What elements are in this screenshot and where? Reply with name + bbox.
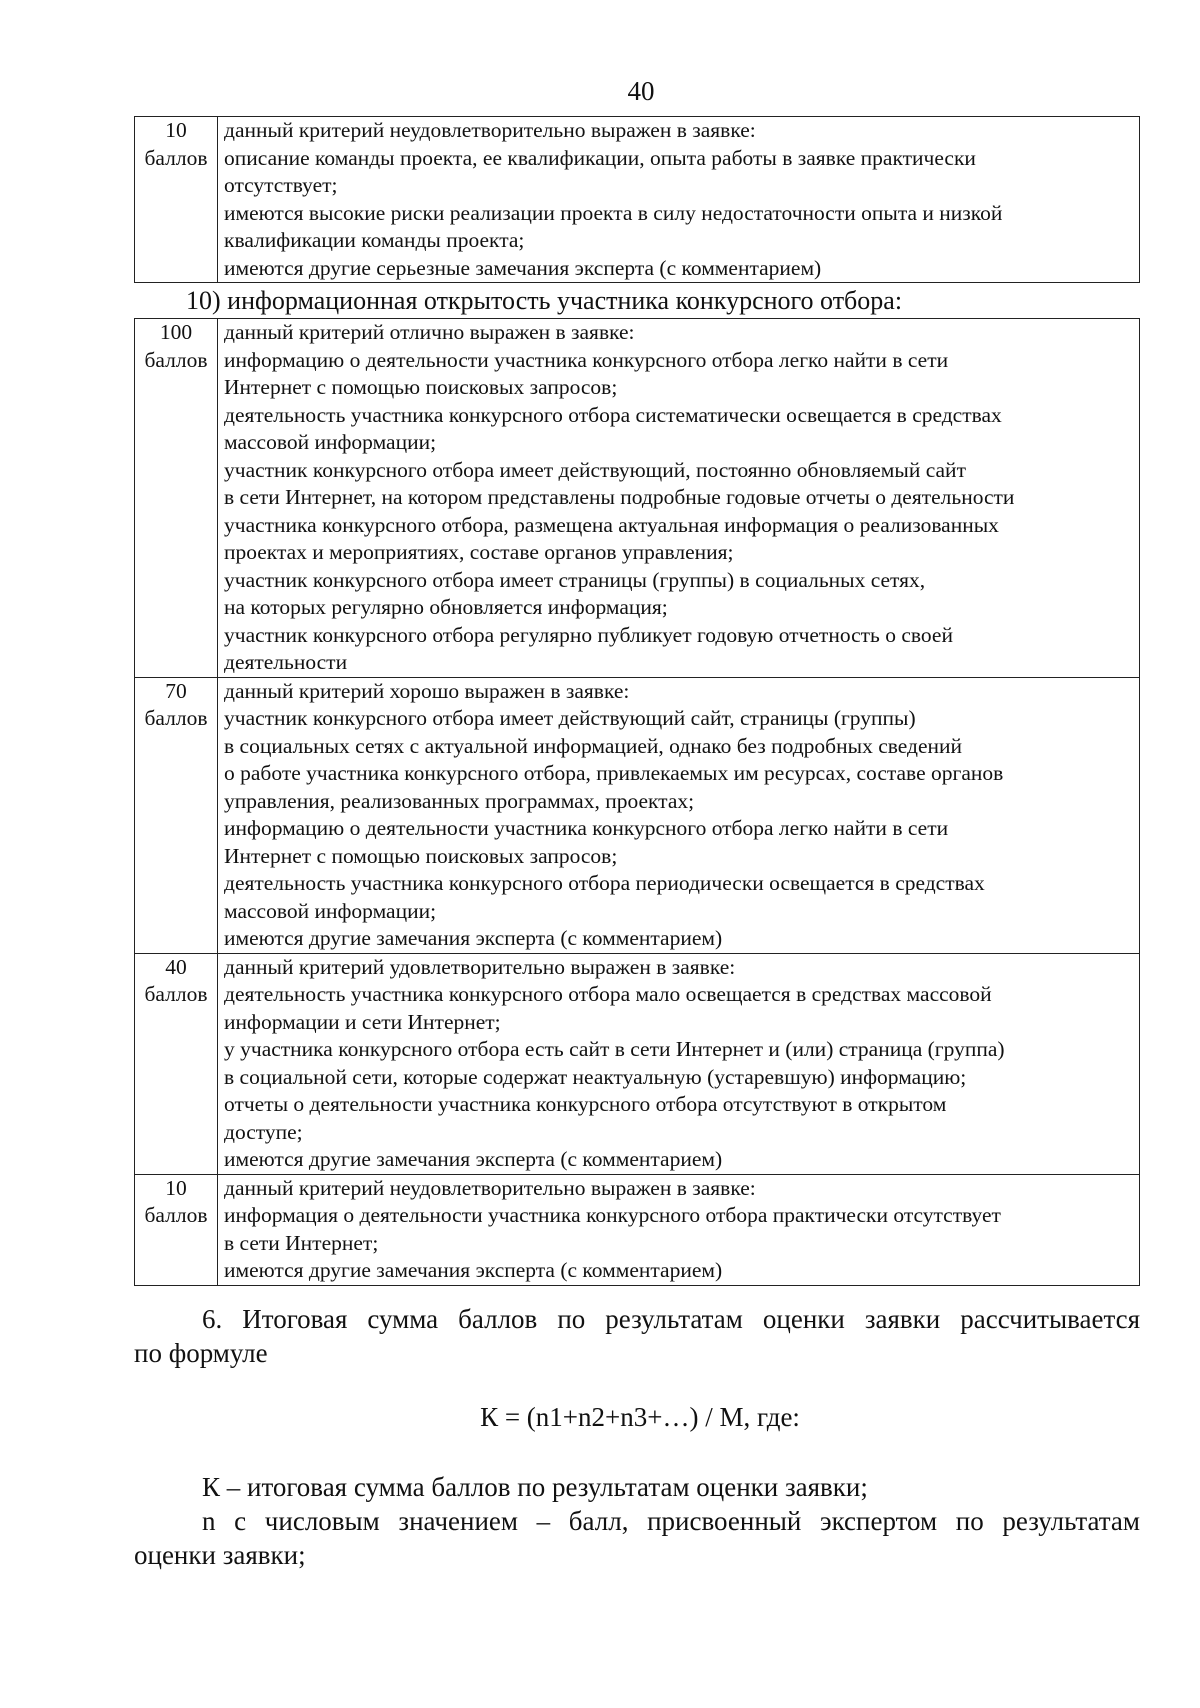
score-unit: баллов bbox=[144, 347, 208, 372]
paragraph-6 bbox=[134, 1302, 1140, 1370]
formula: К = (n1+n2+n3+…) / М, где: bbox=[480, 1402, 800, 1432]
table-row bbox=[135, 677, 1140, 953]
paragraph-6-line: по формуле bbox=[134, 1338, 268, 1368]
description-line: деятельность участника конкурсного отбора периодически освещается в средствах bbox=[224, 871, 985, 895]
score-value: 100 bbox=[159, 320, 193, 344]
score-value: 10 bbox=[165, 1175, 187, 1200]
description-line: имеются другие серьезные замечания эксперта (с комментарием) bbox=[224, 255, 822, 280]
description-line: имеются другие замечания эксперта (с комментарием) bbox=[224, 1147, 723, 1171]
description-line: данный критерий отлично выражен в заявке: bbox=[224, 320, 635, 344]
description-line: о работе участника конкурсного отбора, привлекаемых им ресурсах, составе органов bbox=[224, 761, 1004, 785]
description-line: имеются другие замечания эксперта (с комментарием) bbox=[224, 926, 723, 950]
description-line: у участника конкурсного отбора есть сайт в сети Интернет и (или) страница (группа) bbox=[224, 1037, 1005, 1061]
description-line: квалификации команды проекта; bbox=[224, 228, 525, 252]
description-line: проектах и мероприятиях, составе органов управления; bbox=[224, 540, 734, 564]
description-line: в социальных сетях с актуальной информацией, однако без подробных сведений bbox=[224, 733, 963, 758]
definition-n: n с числовым значением – балл, присвоенный экспертом по результатам bbox=[202, 1506, 1140, 1536]
criteria-table-continued bbox=[134, 116, 1140, 283]
description-line: информация о деятельности участника конкурсного отбора практически отсутствует bbox=[224, 1203, 1001, 1227]
description-line: деятельности bbox=[224, 650, 348, 674]
description-line: управления, реализованных программах, проектах; bbox=[224, 788, 695, 813]
description-line: участник конкурсного отбора регулярно публикует годовую отчетность о своей bbox=[224, 622, 953, 647]
description-line: отсутствует; bbox=[224, 173, 338, 197]
description-line: отчеты о деятельности участника конкурсного отбора отсутствуют в открытом bbox=[224, 1092, 947, 1116]
description-line: информацию о деятельности участника конкурсного отбора легко найти в сети bbox=[224, 347, 949, 372]
score-cell bbox=[135, 1174, 218, 1285]
description-line: описание команды проекта, ее квалификации, опыта работы в заявке практически bbox=[224, 145, 976, 170]
description-line: в сети Интернет; bbox=[224, 1230, 379, 1255]
description-line: Интернет с помощью поисковых запросов; bbox=[224, 375, 618, 399]
description-line: массовой информации; bbox=[224, 898, 437, 923]
score-value: 70 bbox=[165, 678, 187, 703]
description-line: данный критерий хорошо выражен в заявке: bbox=[224, 678, 630, 703]
table-row bbox=[135, 117, 1140, 283]
score-unit: баллов bbox=[144, 145, 208, 170]
score-unit: баллов bbox=[144, 1203, 208, 1227]
table-row bbox=[135, 319, 1140, 678]
criteria-table-info-openness bbox=[134, 318, 1140, 1286]
definition-n-continued: оценки заявки; bbox=[134, 1540, 306, 1570]
criterion-description bbox=[218, 319, 1140, 678]
criterion-description bbox=[218, 1174, 1140, 1285]
description-line: на которых регулярно обновляется информация; bbox=[224, 595, 668, 619]
description-line: данный критерий неудовлетворительно выражен в заявке: bbox=[224, 118, 756, 142]
score-cell bbox=[135, 117, 218, 283]
description-line: доступе; bbox=[224, 1119, 303, 1144]
description-line: участника конкурсного отбора, размещена актуальная информация о реализованных bbox=[224, 512, 999, 537]
criterion-description bbox=[218, 953, 1140, 1174]
description-line: деятельность участника конкурсного отбора систематически освещается в средствах bbox=[224, 402, 1002, 427]
description-line: данный критерий удовлетворительно выражен в заявке: bbox=[224, 954, 736, 979]
description-line: деятельность участника конкурсного отбора мало освещается в средствах массовой bbox=[224, 982, 992, 1006]
description-line: информацию о деятельности участника конкурсного отбора легко найти в сети bbox=[224, 816, 949, 840]
score-unit: баллов bbox=[144, 706, 208, 730]
criterion-description bbox=[218, 117, 1140, 283]
section-heading: 10) информационная открытость участника конкурсного отбора: bbox=[186, 286, 903, 315]
score-value: 40 bbox=[165, 954, 187, 979]
description-line: данный критерий неудовлетворительно выражен в заявке: bbox=[224, 1175, 756, 1200]
description-line: массовой информации; bbox=[224, 430, 437, 454]
description-line: участник конкурсного отбора имеет действующий сайт, страницы (группы) bbox=[224, 706, 916, 730]
description-line: имеются высокие риски реализации проекта в силу недостаточности опыта и низкой bbox=[224, 200, 1003, 225]
description-line: участник конкурсного отбора имеет действующий, постоянно обновляемый сайт bbox=[224, 457, 966, 482]
score-cell bbox=[135, 319, 218, 678]
description-line: участник конкурсного отбора имеет страницы (группы) в социальных сетях, bbox=[224, 567, 926, 592]
table-row bbox=[135, 953, 1140, 1174]
paragraph-6-line: 6. Итоговая сумма баллов по результатам оценки заявки рассчитывается bbox=[202, 1304, 1140, 1334]
definition-k: К – итоговая сумма баллов по результатам оценки заявки; bbox=[202, 1472, 868, 1502]
description-line: в социальной сети, которые содержат неактуальную (устаревшую) информацию; bbox=[224, 1064, 967, 1089]
table-row bbox=[135, 1174, 1140, 1285]
criterion-description bbox=[218, 677, 1140, 953]
definitions bbox=[134, 1470, 1140, 1572]
score-unit: баллов bbox=[144, 982, 208, 1006]
score-value: 10 bbox=[165, 118, 187, 142]
page-number: 40 bbox=[627, 76, 655, 106]
description-line: в сети Интернет, на котором представлены подробные годовые отчеты о деятельности bbox=[224, 485, 1015, 509]
description-line: Интернет с помощью поисковых запросов; bbox=[224, 843, 618, 868]
score-cell bbox=[135, 953, 218, 1174]
description-line: имеются другие замечания эксперта (с комментарием) bbox=[224, 1258, 723, 1282]
score-cell bbox=[135, 677, 218, 953]
description-line: информации и сети Интернет; bbox=[224, 1009, 501, 1034]
